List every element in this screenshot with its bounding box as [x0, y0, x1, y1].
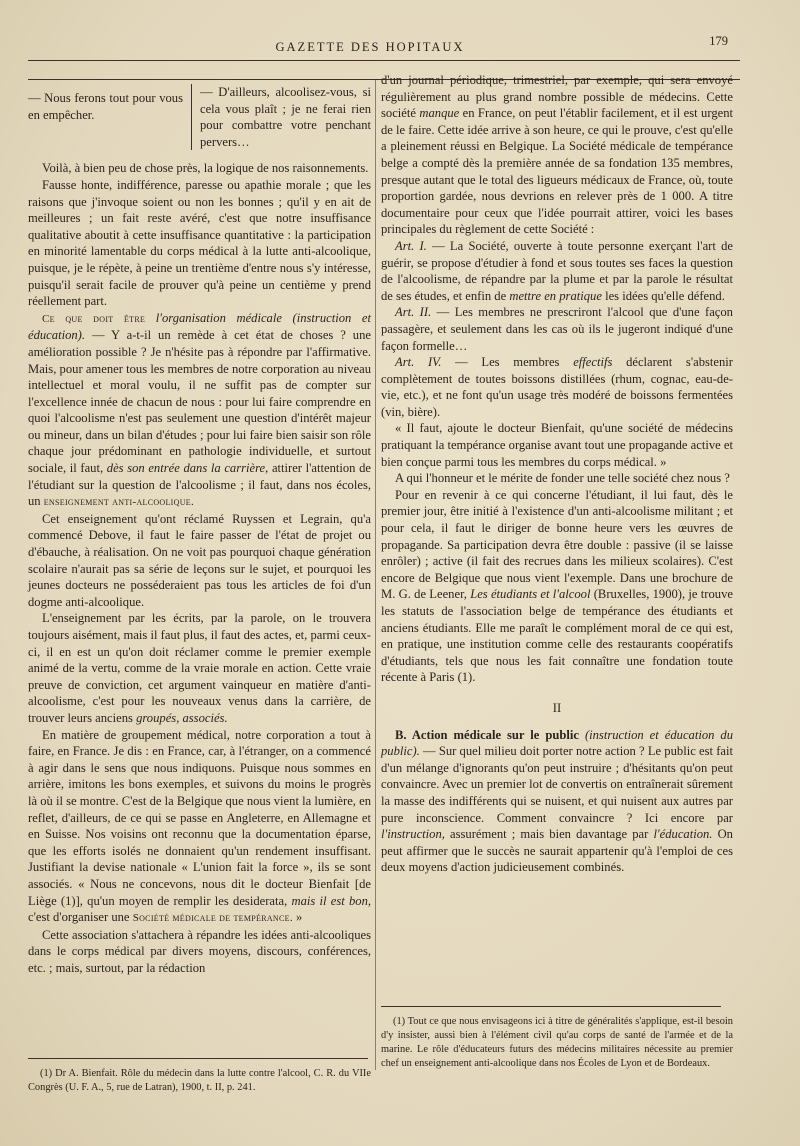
paragraph	[28, 727, 371, 927]
italic-text: l'organisation médicale (instruction et éducation).	[28, 310, 371, 343]
text-run: »	[296, 910, 303, 925]
paragraph	[381, 487, 733, 686]
page-number: 179	[709, 34, 728, 48]
small-caps-text: Société médicale de tempérance.	[132, 912, 293, 925]
small-caps-text: enseignement anti-alcoolique.	[43, 496, 195, 509]
italic-text: l'éducation.	[653, 827, 713, 842]
text-run: d'un journal périodique, trimestriel, par exemple, qui sera envoyé régulièrement au plus grand nombre possible de médecins. Cette société	[381, 73, 733, 121]
italic-text: dès son entrée dans la carrière,	[106, 461, 269, 476]
italic-text: manque	[419, 106, 460, 121]
text-run: — Y a-t-il un remède à cet état de choses ? une amélioration possible ? Je n'hésite pas à répondre par l'affirmative. Mais, pour amener tous les membres de notre corporation au niveau intellectuel et moral voulu, il ne suffit pas de compter sur l'excellence innée de chacun de nous : pour lui faire comprendre en quoi l'alcoolisme n'est pas seulement une question d'intérêt majeur ou mineur, dans un bilan d'études ; pour lui faire bien saisir son rôle chaque jour prédominant en pathologie individuelle, et surtout sociale, il faut,	[28, 328, 371, 476]
paragraph: A qui l'honneur et le mérite de fonder une telle société chez nous ?	[395, 471, 730, 486]
section-number: II	[552, 700, 562, 715]
text-run: déclarent s'abstenir complètement de toutes boissons distillées (rhum, cognac, eau-de-vie, etc.), et ne font qu'un usage très modéré de boissons fermentées (vin, bière).	[381, 355, 733, 419]
footnote-text: (1) Tout ce que nous envisageons ici à titre de généralités s'applique, est-il besoin d'y insister, aussi bien à l'élément civil qu'au corps de santé de l'armée et de la marine. Le rôle d'éducateurs futurs des médecins militaires nécessite au premier chef un enseignement anti-alcoolique dans nos Écoles de Lyon et de Bordeaux.	[381, 1016, 733, 1069]
column-divider	[375, 80, 376, 1070]
dialogue-left: — Nous ferons tout pour vous en empêcher.	[28, 91, 183, 122]
article-label: Art. I.	[395, 238, 427, 253]
italic-text: effectifs	[573, 355, 613, 370]
text-run: c'est d'organiser une	[28, 910, 130, 925]
text-run: assurément ; mais bien davantage par	[450, 827, 649, 842]
dialogue-block	[28, 84, 371, 150]
italic-text: l'instruction,	[381, 827, 445, 842]
text-run: (Bruxelles, 1900), je trouve les statuts de l'association belge de tempérance des étudiants et anciens étudiants. Elle me paraît le complément moral de ce qui est, en pratique, une institution comme celle des restaurants coopératifs d'étudiants, tels que nous les fait connaître une fondation toute récente à Paris (1).	[381, 587, 733, 685]
text-run: Pour en revenir à ce qui concerne l'étudiant, il lui faut, dès le premier jour, être initié à l'existence d'un anti-alcoolisme militant ; et pour cela, il faut le diriger de bonne heure vers les œuvres de propagande. Sa participation devra être double : passive (il se laisse enrôler) ; active (il fait des recrues dans les milieux scolaires). C'est encore de Belgique que nous vient l'exemple. Dans une brochure de M. G. de Leener,	[381, 487, 733, 602]
paragraph	[28, 610, 371, 726]
paragraph	[381, 72, 733, 238]
paragraph: Voilà, à bien peu de chose près, la logique de nos raisonnements.	[42, 161, 369, 176]
right-column	[381, 72, 733, 876]
header-rule	[28, 60, 740, 61]
paragraph: Cet enseignement qu'ont réclamé Ruyssen et Legrain, qu'a commencé Debove, il faut le faire passer de l'état de projet ou d'ébauche, à réalisation. On ne voit pas pourquoi chaque génération scolaire n'aurait pas sa série de leçons sur le sujet, et pourquoi les jeunes docteurs ne posséderaient pas tous les articles de foi d'un dogme anti-alcoolique.	[28, 511, 371, 609]
article-label: Art. II.	[395, 305, 432, 320]
text-run: L'enseignement par les écrits, par la parole, on le trouvera toujours aisément, mais il faut plus, il faut des actes, et, parmi ceux-ci, il en est un qu'on doit réclamer comme le premier exemple animé de la vertu, comme de la vraie morale en action. Cette vraie preuve de conviction, cet argument vainqueur en matière d'anti-alcoolisme, c'est pour les nouveaux venus dans la carrière, de trouver leurs anciens	[28, 611, 371, 725]
italic-text: mettre en pratique	[509, 288, 602, 303]
italic-text: mais il est bon,	[291, 893, 372, 908]
text-run: attirer l'attention de l'étudiant sur la question de l'alcoolisme ; il faut, dans nos écoles, un	[28, 461, 372, 509]
paragraph: « Il faut, ajoute le docteur Bienfait, qu'une société de médecins pratiquant la tempérance organise avant tout une propagande active et bien conçue parmi tous les membres du corps médical. »	[381, 421, 733, 469]
footnote-left	[28, 1054, 371, 1095]
paragraph: Cette association s'attachera à répandre les idées anti-alcooliques dans le corps médical par divers moyens, discours, conférences, etc. ; mais, surtout, par la rédaction	[28, 927, 371, 975]
text-run: On peut affirmer que le succès ne saurait appartenir qu'à l'emploi de ces deux moyens d'action judicieusement combinés.	[381, 827, 733, 875]
italic-text: (instruction et éducation du public).	[381, 727, 733, 759]
dialogue-right: — D'ailleurs, alcoolisez-vous, si cela vous plaît ; je ne ferai rien pour combattre votre penchant pervers…	[200, 85, 371, 149]
footnote-rule	[28, 1058, 368, 1059]
journal-title: GAZETTE DES HOPITAUX	[275, 40, 465, 54]
paragraph: Fausse honte, indifférence, paresse ou apathie morale ; que les raisons que j'invoque soient ou non les bonnes ; qu'il y en ait de meilleures ; un fait reste avéré, c'est que notre insuffisance qualitative aboutit à cette insuffisance quantitative : la participation en minorité lamentable du corps médical à la lutte anti-alcoolique, puisque, je le répète, à peine un trentième d'entre nous s'y intéresse, puisqu'il serait facile de prouver qu'à peine un centième y prend réellement part.	[28, 177, 371, 309]
article-label: Art. IV.	[395, 355, 442, 370]
italic-text: Les étudiants et l'alcool	[470, 587, 591, 602]
text-run: — Les membres	[455, 355, 560, 370]
article-1	[381, 238, 733, 304]
footnote-text: (1) Dr A. Bienfait. Rôle du médecin dans la lutte contre l'alcool, C. R. du VIIe Congrès (U. F. A., 5, rue de Latran), 1900, t. II, p. 241.	[28, 1068, 371, 1093]
text-run: — La Société, ouverte à toute personne exerçant l'art de guérir, se propose d'étudier à fond et sous toutes ses faces la question de l'alcoolisme, de répandre par la plume et par la parole le résultat de ses études, et enfin de	[381, 238, 733, 303]
section-heading: B. Action médicale sur le public	[395, 727, 579, 742]
footnote-right	[381, 1002, 733, 1071]
article-2	[381, 304, 733, 354]
left-column	[28, 84, 371, 976]
text-run: En matière de groupement médical, notre corporation a tout à faire, en France. Je dis : en France, car, à l'étranger, on a commencé à agir dans le sens que nous indiquons. Puisque nous sommes en arrière, imitons les bons exemples, et suivons du moins le progrès là où il se montre. C'est de la Belgique que nous vient la lumière, en reflet, d'ailleurs, de ce qui se passe en Angleterre, en Allemagne et en Suisse. Nos voisins ont reconnu que la documentation éparse, que les efforts isolés ne donnaient qu'un rendement insuffisant. Justifiant la devise nationale « L'union fait la force », ils se sont associés. « Nous ne concevons, nous dit le docteur Bienfait [de Liège (1)], qu'un moyen de remplir les desiderata,	[28, 727, 371, 908]
italic-text: groupés, associés.	[136, 710, 228, 725]
article-4	[381, 354, 733, 420]
dialogue-separator	[191, 84, 192, 150]
paragraph	[381, 727, 733, 876]
paragraph	[28, 310, 371, 511]
text-run: — Sur quel milieu doit porter notre action ? Le public est fait d'un mélange d'ignorants qu'on peut instruire ; d'hésitants qu'on peut convaincre. Avec un premier lot de convertis on entraînerait sûrement la masse des indifférents qui se nuisent, et qui nuisent aux autres par pure inconscience. Comment convaincre ? Ici encore par	[381, 744, 733, 825]
footnote-rule	[381, 1006, 721, 1007]
text-run: les idées qu'elle défend.	[605, 288, 725, 303]
small-caps-lead: Ce que doit être	[42, 312, 146, 325]
text-run: — Les membres ne prescriront l'alcool que d'une façon passagère, et seulement dans les cas où ils le jugeront indiqué d'une façon formelle…	[381, 305, 733, 353]
text-run: en France, on peut l'établir facilement, et il est urgent de le faire. Cette idée arrive à son heure, ce qui le prouve, c'est qu'elle a pleinement réussi en Belgique. La Société médicale de tempérance belge a compté dès la première année de sa fondation 135 membres, presque autant que le total des ligueurs médicaux de France, où, toute proportion gardée, nous devrions en relever près de 1 000. A titre documentaire pour ceux que l'idée pourrait attirer, voici les bases principales du règlement de cette Société :	[381, 106, 734, 237]
